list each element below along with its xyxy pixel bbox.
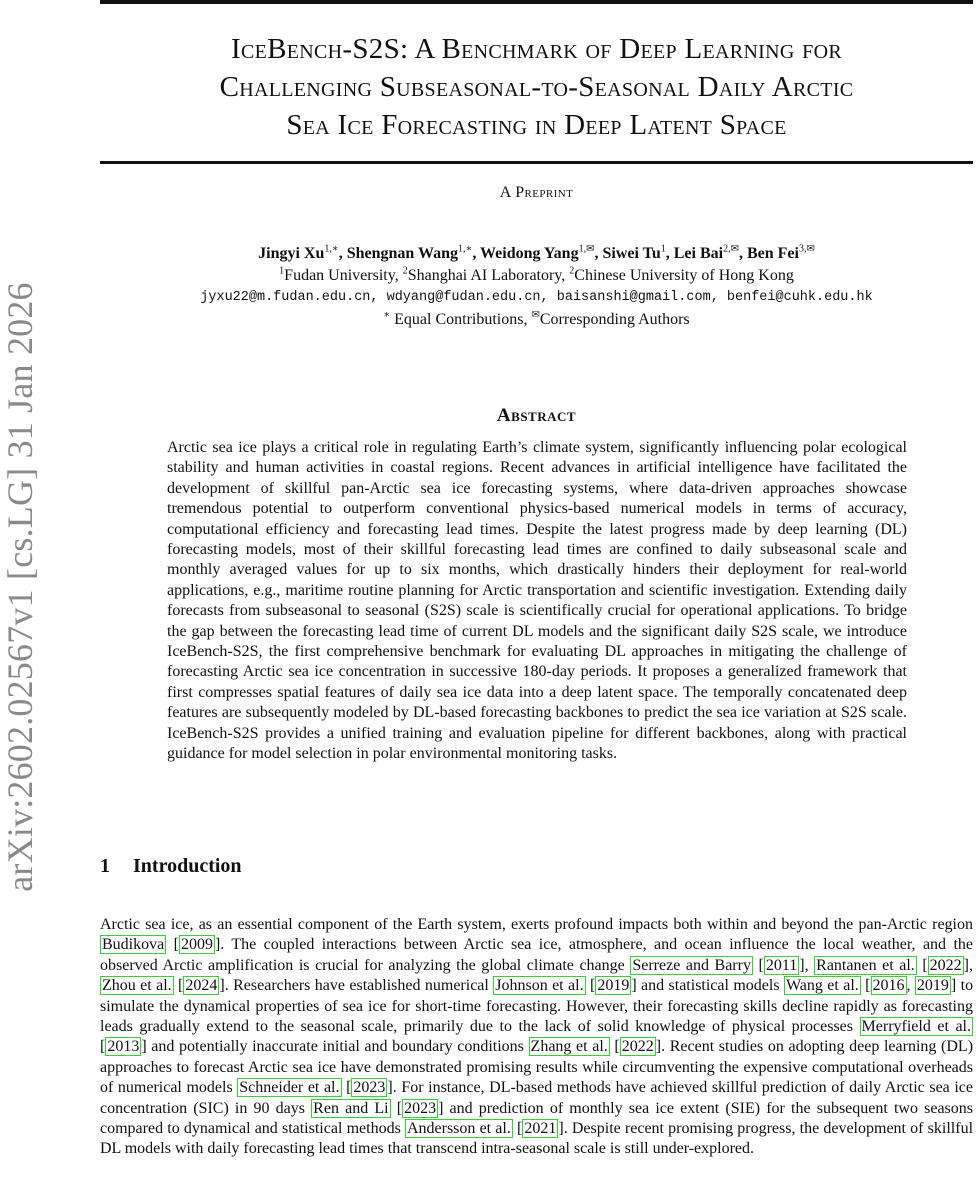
citation-link[interactable]: 2024 [185, 977, 218, 995]
citation-link[interactable]: 2013 [107, 1038, 140, 1056]
citation-link[interactable]: 2016 [872, 977, 905, 995]
author-name: Siwei Tu [602, 245, 661, 262]
paragraph-text: [ [390, 1099, 403, 1117]
title-top-rule [100, 0, 973, 4]
paragraph-text: ] to simulate the dynamical properties of sea ice for short-time forecasting. However, their forecasting skills decline rapidly as forecasting leads gradually extend to the seasonal scale, primarily due to the lack of solid knowledge of physical processes [100, 977, 974, 1036]
title-bottom-rule [100, 161, 973, 164]
citation-link[interactable]: Merryfield et al. [861, 1018, 971, 1036]
preprint-label: A Preprint [499, 184, 574, 201]
email-list: jyxu22@m.fudan.edu.cn, wdyang@fudan.edu.cn, baisanshi@gmail.com, benfei@cuhk.edu.hk [200, 290, 873, 305]
affiliation-mark: 1 [279, 265, 285, 277]
affiliation-name: Shanghai AI Laboratory [407, 267, 562, 284]
paragraph-text: [ [173, 977, 184, 995]
introduction-paragraph [100, 915, 973, 1160]
citation-link[interactable]: 2019 [597, 977, 630, 995]
abstract-text: Arctic sea ice plays a critical role in regulating Earth’s climate system, significantly influencing polar ecological stability and human activities in coastal regions. Recent advances in artificial intelligence have facilitated the development of skillful pan-Arctic sea ice forecasting systems, where data-driven approaches showcase tremendous potential to outperform conventional physics-based numerical models in terms of accuracy, computational efficiency and forecasting lead times. Despite the latest progress made by deep learning (DL) forecasting models, most of their skillful forecasting lead times are confined to daily subseasonal scale and monthly averaged values for up to six months, which drastically hinders their deployment for real-world applications, e.g., maritime routine planning for Arctic transportation and scientific investigation. Extending daily forecasts from subseasonal to seasonal (S2S) scale is scientifically crucial for operational applications. To bridge the gap between the forecasting lead time of current DL models and the significant daily S2S scale, we introduce IceBench-S2S, the first comprehensive benchmark for evaluating DL approaches in mitigating the challenge of forecasting Arctic sea ice concentration in successive 180-day periods. It proposes a generalized framework that first compresses spatial features of daily sea ice data into a deep latent space. The temporally concatenated deep features are subsequently modeled by DL-based forecasting backbones to predict the sea ice variation at S2S scale. IceBench-S2S provides a unified training and evaluation pipeline for different backbones, along with practical guidance for model selection in polar environmental monitoring tasks. [167, 439, 907, 763]
paragraph-text: [ [341, 1079, 352, 1097]
author-block [100, 243, 973, 331]
paragraph-text: ]. Researchers have established numerical [219, 977, 494, 995]
contribution-note [100, 309, 973, 331]
title-line-3: Sea Ice Forecasting in Deep Latent Space [286, 109, 787, 141]
email-link[interactable]: benfei@cuhk.edu.hk [726, 290, 873, 305]
citation-link[interactable]: Andersson et al. [406, 1120, 511, 1138]
email-link[interactable]: jyxu22@m.fudan.edu.cn [200, 290, 371, 305]
section-title: Introduction [133, 855, 242, 877]
affiliation-mark: 2 [402, 265, 408, 277]
paragraph-text: ]. For instance, DL-based methods have achieved skillful prediction of daily Arctic sea ice concentration (SIC) in 90 days [100, 1079, 974, 1117]
paragraph-text: ]. Despite recent promising progress, the development of skillful DL models with daily forecasting lead times that transcend intra-seasonal scale is still under-explored. [100, 1120, 974, 1158]
citation-link[interactable]: Budikova [102, 936, 165, 954]
citation-link[interactable]: 2022 [929, 956, 962, 974]
author-mark: 1 [660, 243, 666, 255]
citation-link[interactable]: 2019 [916, 977, 949, 995]
citation-link[interactable]: 2011 [765, 956, 798, 974]
arxiv-identifier-stamp [0, 262, 40, 912]
citation-link[interactable]: 2023 [404, 1099, 437, 1117]
title-line-2: Challenging Subseasonal-to-Seasonal Daily Arctic [219, 71, 854, 103]
affiliation-name: Fudan University [284, 267, 395, 284]
affiliation-name: Chinese University of Hong Kong [574, 267, 794, 284]
introduction-heading [100, 855, 242, 878]
author-name: Ben Fei [746, 245, 799, 262]
paragraph-text: , [906, 977, 915, 995]
equal-contribution-text: Equal Contributions, [394, 311, 528, 328]
title-line-1: IceBench-S2S: A Benchmark of Deep Learning for [231, 33, 842, 65]
email-link[interactable]: wdyang@fudan.edu.cn [386, 290, 541, 305]
paragraph-text: ], [799, 956, 815, 974]
author-mark: 1,✉ [578, 243, 595, 255]
author-list: Jingyi $Xu^{1,∗}$, Shengnan Wang$^{1,∗}$, Weidong Yang$^{1,✉}$, Siwei Tu$^1$, Lei Bai$^{2,✉}$, Ben Fei$^{3,✉}$ [258, 243, 815, 262]
paragraph-text: ] and statistical models [631, 977, 784, 995]
citation-link[interactable]: 2009 [180, 936, 213, 954]
citation-link[interactable]: 2021 [524, 1120, 557, 1138]
paragraph-text: [ [860, 977, 871, 995]
citation-link[interactable]: Serreze and Barry [632, 956, 751, 974]
abstract-heading: Abstract [496, 405, 577, 426]
arxiv-identifier-text: arXiv:2602.02567v1 [cs.LG] 31 Jan 2026 [0, 282, 40, 892]
corresponding-author-text: Corresponding Authors [539, 311, 690, 328]
author-mark: 3,✉ [798, 243, 815, 255]
paragraph-text: Arctic sea ice, as an essential component of the Earth system, exerts profound impacts both within and beyond the pan-Arctic region [100, 916, 973, 933]
citation-link[interactable]: Wang et al. [785, 977, 859, 995]
paragraph-text: ]. The coupled interactions between Arctic sea ice, atmosphere, and ocean influence the local weather, and the observed Arctic amplification is crucial for analyzing the global climate change [100, 936, 974, 974]
paragraph-text: [ [609, 1038, 620, 1056]
author-name: Jingyi Xu [258, 245, 325, 262]
affiliation-mark: 2 [569, 265, 575, 277]
citation-link[interactable]: Ren and Li [313, 1099, 389, 1117]
author-name: Weidong Yang [480, 245, 579, 262]
equal-contribution-mark: ∗ [383, 309, 391, 321]
citation-link[interactable]: Rantanen et al. [816, 956, 915, 974]
author-mark: 1,∗ [458, 243, 473, 255]
author-name: Lei Bai [673, 245, 724, 262]
paper-title [100, 30, 973, 144]
author-mark: 1,∗ [324, 243, 339, 255]
citation-link[interactable]: Johnson et al. [495, 977, 584, 995]
paragraph-text: [ [916, 956, 928, 974]
paragraph-text: [ [166, 936, 179, 954]
paragraph-text: [ [100, 1038, 106, 1056]
paragraph-text: ]. Recent studies on adopting deep learning (DL) approaches to forecast Arctic sea ice have demonstrated promising results while circumventing the expensive computational overheads of numerical models [100, 1038, 974, 1097]
author-mark: 2,✉ [723, 243, 739, 255]
email-link[interactable]: baisanshi@gmail.com [556, 290, 711, 305]
paragraph-text: ] and prediction of monthly sea ice extent (SIE) for the subsequent two seasons compared to dynamical and statistical methods [100, 1099, 974, 1138]
affiliation-list: $^1$Fudan University, $^2$Shanghai AI Laboratory, $^2$Chinese University of Hong Kong [279, 265, 794, 284]
paragraph-text: [ [752, 956, 764, 974]
paragraph-text: [ [585, 977, 596, 995]
paragraph-text: ] and potentially inaccurate initial and boundary conditions [141, 1038, 529, 1056]
citation-link[interactable]: 2022 [621, 1038, 654, 1056]
section-number: 1 [100, 855, 110, 877]
citation-link[interactable]: Zhou et al. [102, 977, 172, 995]
paragraph-text: [ [512, 1120, 523, 1138]
author-name: Shengnan Wang [346, 245, 459, 262]
citation-link[interactable]: Schneider et al. [239, 1079, 340, 1097]
citation-link[interactable]: Zhang et al. [530, 1038, 608, 1056]
citation-link[interactable]: 2023 [353, 1079, 386, 1097]
envelope-icon: ✉ [531, 309, 540, 321]
paragraph-text: ], [963, 956, 973, 974]
